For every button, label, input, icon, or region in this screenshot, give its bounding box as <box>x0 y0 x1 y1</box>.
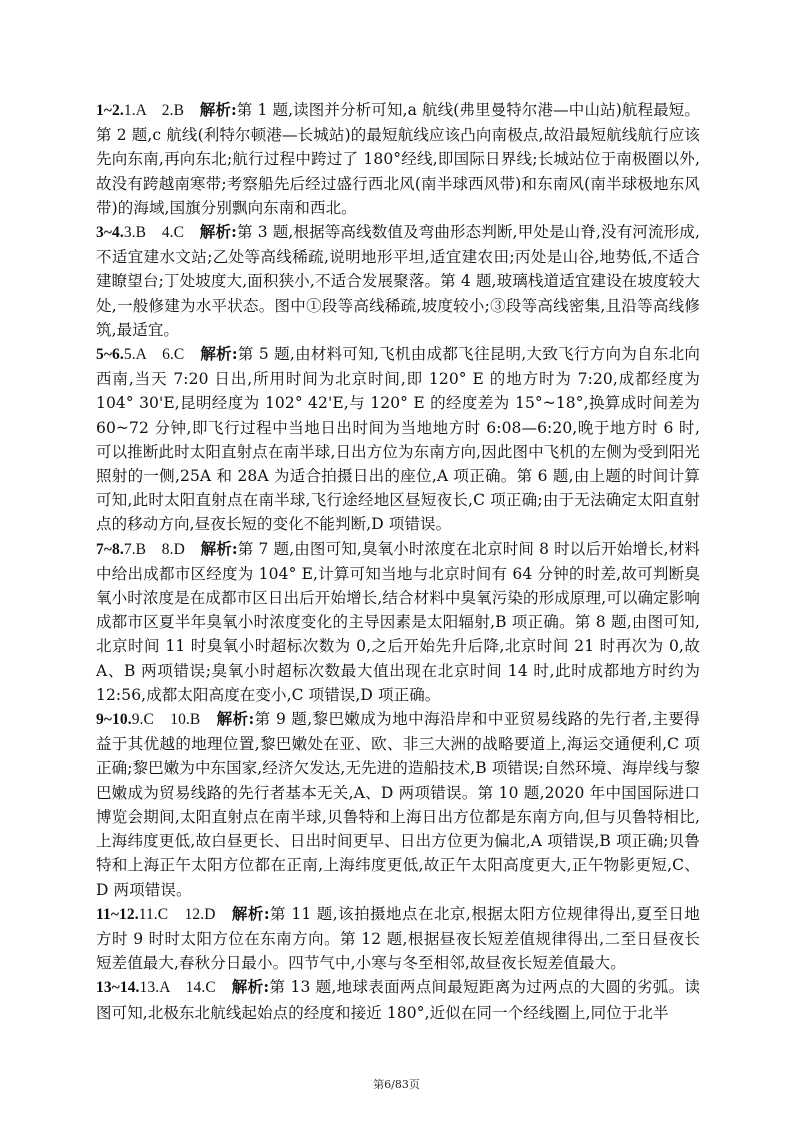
analysis-label: 解析: <box>231 903 270 923</box>
analysis-label: 解析: <box>216 709 255 729</box>
answer-keys: 7.B 8.D <box>123 540 201 558</box>
analysis-text: 第 7 题,由图可知,臭氧小时浓度在北京时间 8 时以后开始增长,材料中给出成都市区经度为 104° E,计算可知当地与北京时间有 64 分钟的时差,故可判断臭氧小时浓度是在成都市区日出后开始增长,结合材料中臭氧污染的形成原理,可以确定影响成都市区夏半年臭氧小时浓度变化的主导因素是太阳辐射,B 项正确。第 8 题,由图可知,北京时间 11 时臭氧小时超标次数为 0,之后开始先升后降,北京时间 21 时再次为 0,故 A、B 两项错误;臭氧小时超标次数最大值出现在北京时间 14 时,此时成都地方时约为 12:56,成都太阳高度在变小,C 项错误,D 项正确。 <box>96 539 700 704</box>
answer-block-7-8 <box>96 537 700 707</box>
question-range: 9~10. <box>96 711 132 729</box>
answer-block-13-14 <box>96 975 700 1024</box>
analysis-label: 解析: <box>200 344 238 364</box>
question-range: 5~6. <box>96 346 124 364</box>
analysis-label: 解析: <box>199 100 237 119</box>
answer-keys: 11.C 12.D <box>138 905 232 923</box>
answer-block-11-12 <box>96 902 700 976</box>
answer-block-1-2 <box>96 98 700 220</box>
answer-keys: 1.A 2.B <box>123 102 200 119</box>
question-range: 7~8. <box>96 540 124 558</box>
document-body <box>96 98 700 1025</box>
analysis-text: 第 13 题,地球表面两点间最短距离为过两点的大圆的劣弧。读图可知,北极东北航线起始点的经度和接近 180°,近似在同一个经线圈上,同位于北半 <box>96 978 700 1022</box>
question-range: 3~4. <box>96 224 124 242</box>
answer-block-3-4 <box>96 220 700 342</box>
analysis-text: 第 5 题,由材料可知,飞机由成都飞往昆明,大致飞行方向为自东北向西南,当天 7:20 日出,所用时间为北京时间,即 120° E 的地方时为 7:20,成都经度为 104° 30'E,昆明经度为 102° 42'E,与 120° E 的经度差为 15°~18°,换算成时间差为 60~72 分钟,即飞行过程中当地日出时间为当地地方时 6:08—6:20,晚于地方时 6 时,可以推断此时太阳直射点在南半球,日出方位为东南方向,因此图中飞机的左侧为受到阳光照射的一侧,25A 和 28A 为适合拍摄日出的座位,A 项正确。第 6 题,由上题的时间计算可知,此时太阳直射点在南半球,飞行途经地区昼短夜长,C 项正确;由于无法确定太阳直射点的移动方向,昼夜长短的变化不能判断,D 项错误。 <box>96 345 700 534</box>
analysis-text: 第 9 题,黎巴嫩成为地中海沿岸和中亚贸易线路的先行者,主要得益于其优越的地理位置,黎巴嫩处在亚、欧、非三大洲的战略要道上,海运交通便利,C 项正确;黎巴嫩为中东国家,经济欠发达,无先进的造船技术,B 项错误;自然环境、海岸线与黎巴嫩成为贸易线路的先行者基本无关,A、D 两项错误。第 10 题,2020 年中国国际进口博览会期间,太阳直射点在南半球,贝鲁特和上海日出方位都是东南方向,但与贝鲁特相比,上海纬度更低,故白昼更长、日出时间更早、日出方位更为偏北,A 项错误,B 项正确;贝鲁特和上海正午太阳方位都在正南,上海纬度更低,故正午太阳高度更大,正午物影更短,C、D 两项错误。 <box>96 710 701 899</box>
answer-keys: 9.C 10.B <box>131 711 217 729</box>
question-range: 11~12. <box>96 905 139 923</box>
analysis-text: 第 3 题,根据等高线数值及弯曲形态判断,甲处是山脊,没有河流形成,不适宜建水文站;乙处等高线稀疏,说明地形平坦,适宜建农田;丙处是山谷,地势低,不适合建瞭望台;丁处坡度大,面积狭小,不适合发展聚落。第 4 题,玻璃栈道适宜建设在坡度较大处,一般修建为水平状态。图中①段等高线稀疏,坡度较小;③段等高线密集,且沿等高线修筑,最适宜。 <box>96 223 701 339</box>
question-range: 13~14. <box>96 979 140 997</box>
answer-block-9-10 <box>96 707 700 902</box>
analysis-text: 第 1 题,读图并分析可知,a 航线(弗里曼特尔港—中山站)航程最短。第 2 题,c 航线(利特尔顿港—长城站)的最短航线应该凸向南极点,故沿最短航线航行应该先向东南,再向东北;航行过程中跨过了 180°经线,即国际日界线;长城站位于南极圈以外,故没有跨越南寒带;考察船先后经过盛行西北风(南半球西风带)和东南风(南半球极地东风带)的海域,国旗分别飘向东南和西北。 <box>96 101 700 217</box>
answer-block-5-6 <box>96 342 700 537</box>
question-range: 1~2. <box>96 102 124 119</box>
answer-keys: 5.A 6.C <box>123 346 201 364</box>
answer-keys: 13.A 14.C <box>139 979 232 997</box>
analysis-label: 解析: <box>200 538 238 558</box>
analysis-text: 第 11 题,该拍摄地点在北京,根据太阳方位规律得出,夏至日地方时 9 时时太阳方位在东南方向。第 12 题,根据昼夜长短差值规律得出,二至日昼夜长短差值最大,春秋分日最小。四节气中,小寒与冬至相邻,故昼夜长短差值最大。 <box>96 904 700 973</box>
analysis-label: 解析: <box>231 977 270 997</box>
analysis-label: 解析: <box>199 222 237 242</box>
page-number-footer: 第6/83页 <box>373 1078 420 1091</box>
answer-keys: 3.B 4.C <box>123 224 200 242</box>
